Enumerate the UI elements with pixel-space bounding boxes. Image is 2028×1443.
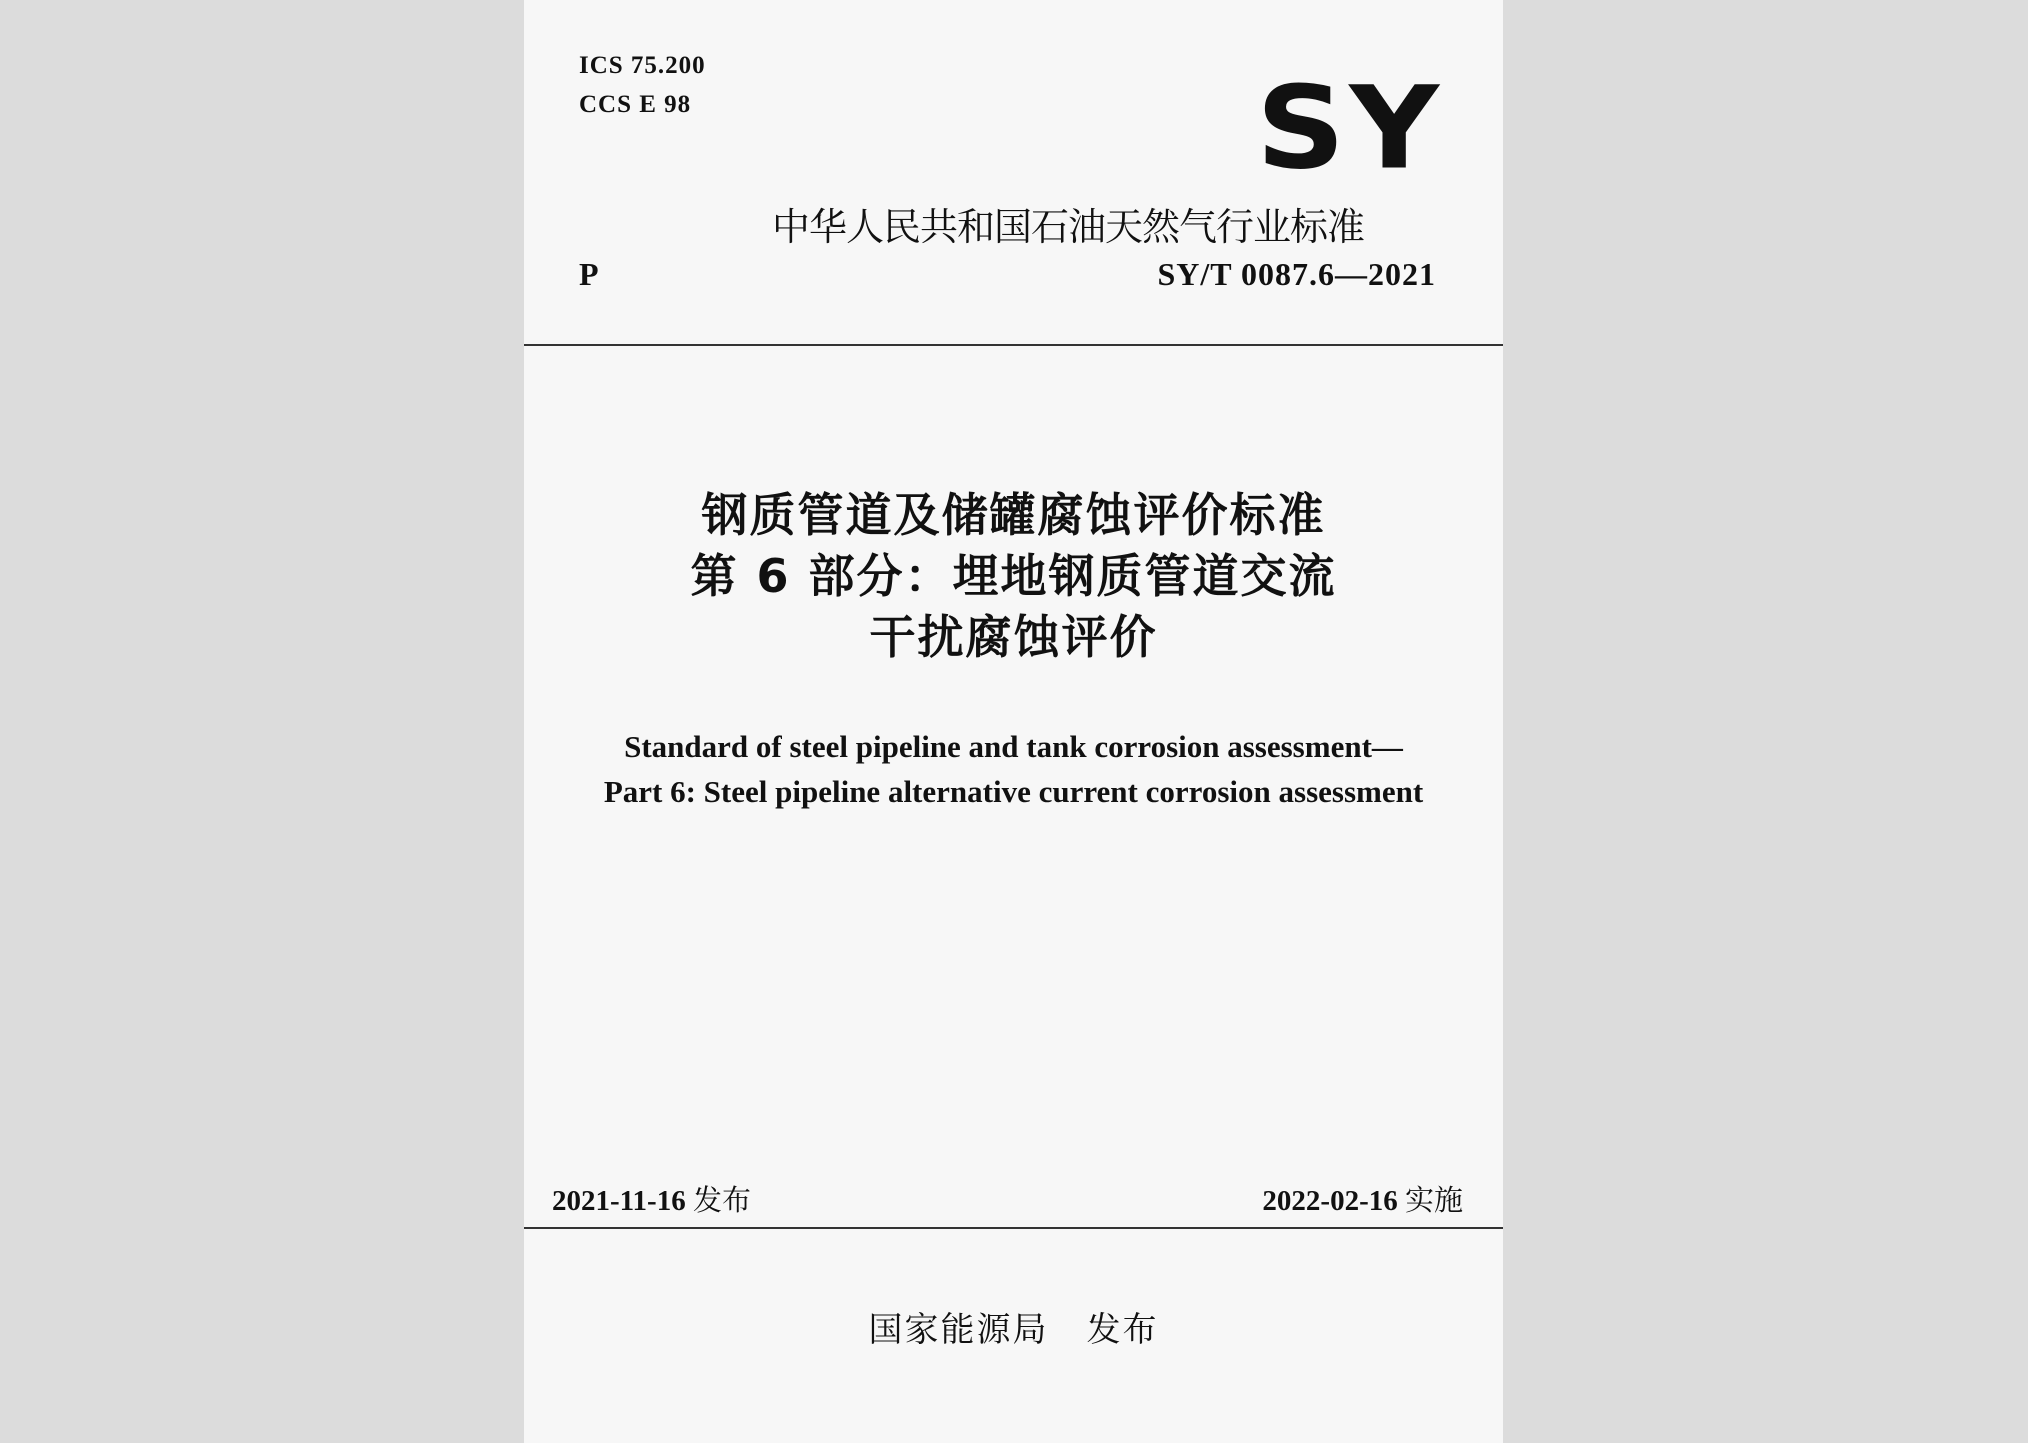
bottom-divider <box>524 1227 1503 1229</box>
english-title-line-1: Standard of steel pipeline and tank corrosion assessment— <box>624 729 1403 764</box>
top-divider <box>524 344 1503 346</box>
ccs-code: CCS E 98 <box>579 91 692 118</box>
category-letter: P <box>579 256 599 292</box>
chinese-title <box>524 485 1503 668</box>
implementation-label: 实施 <box>1404 1183 1463 1217</box>
standard-code: SY/T 0087.6—2021 <box>1157 256 1436 292</box>
chinese-title-line-1: 钢质管道及储罐腐蚀评价标准 <box>701 488 1326 542</box>
implementation-date <box>1262 1178 1463 1219</box>
chinese-title-line-2: 第 6 部分：埋地钢质管道交流 <box>690 549 1337 603</box>
document-cover <box>524 0 1503 1443</box>
implementation-date-value: 2022-02-16 <box>1262 1185 1398 1217</box>
industry-standard-heading: 中华人民共和国石油天然气行业标准 <box>772 205 1365 249</box>
english-title <box>524 724 1503 814</box>
issue-label: 发布 <box>692 1183 751 1217</box>
sy-logo: SY <box>1256 62 1444 196</box>
publisher <box>524 1302 1503 1351</box>
publisher-name: 国家能源局 <box>868 1310 1049 1350</box>
issue-date <box>552 1178 751 1219</box>
english-title-line-2: Part 6: Steel pipeline alternative current corrosion assessment <box>603 774 1424 809</box>
publisher-action: 发布 <box>1086 1310 1159 1350</box>
issue-date-value: 2021-11-16 <box>552 1185 686 1217</box>
chinese-title-line-3: 干扰腐蚀评价 <box>869 610 1158 664</box>
ics-code: ICS 75.200 <box>579 52 706 79</box>
